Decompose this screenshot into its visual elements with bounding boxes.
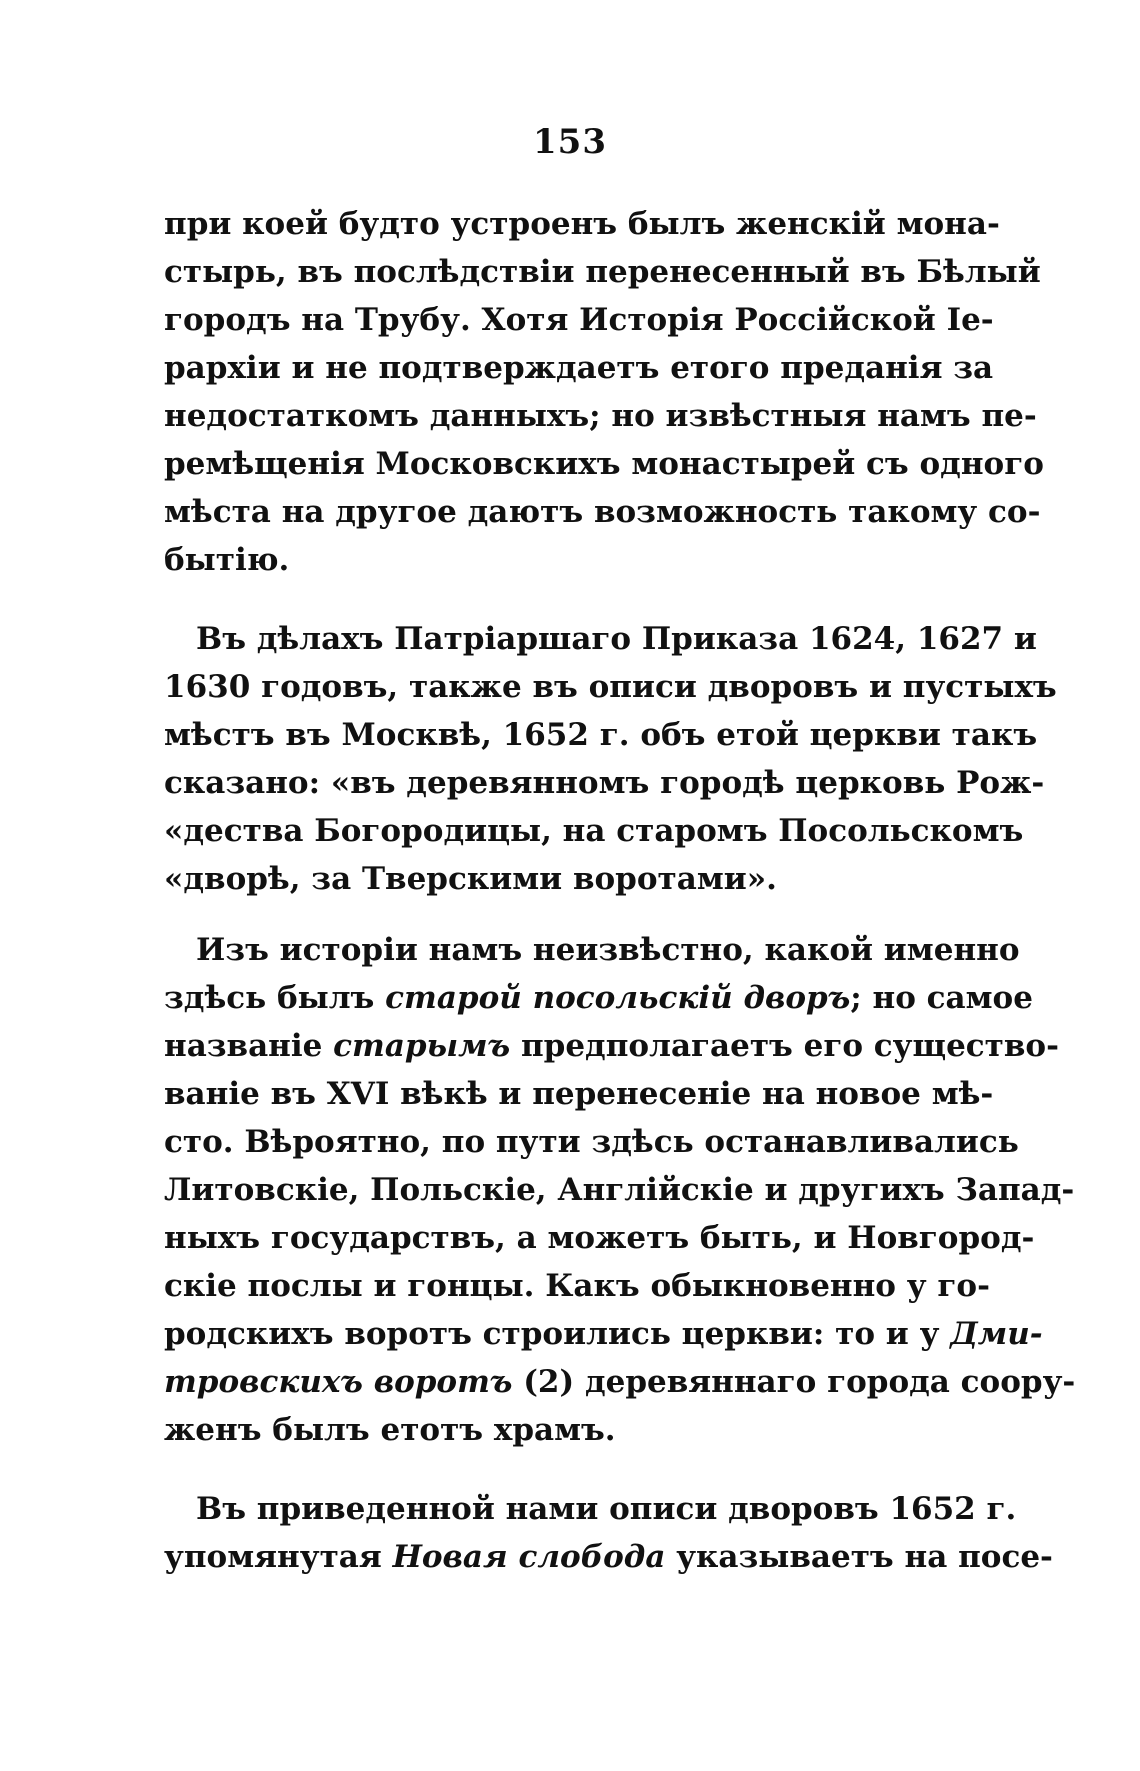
text-line: ремѣщенія Московскихъ монастырей съ одного <box>164 446 1044 482</box>
text-line: при коей будто устроенъ былъ женскій мона- <box>164 206 1000 242</box>
text-line: женъ былъ етотъ храмъ. <box>164 1412 616 1448</box>
text-line: мѣста на другое даютъ возможность такому со- <box>164 494 1041 530</box>
paragraph-3 <box>164 926 1076 1454</box>
text-line: 1630 годовъ, также въ описи дворовъ и пустыхъ <box>164 669 1057 705</box>
paragraph-4 <box>164 1485 1053 1581</box>
text-line: «дества Богородицы, на старомъ Посольскомъ <box>164 813 1024 849</box>
text-line: тровскихъ воротъ (2) деревяннаго города соору- <box>164 1364 1076 1400</box>
italic-phrase: старой посольскій дворъ <box>385 980 851 1016</box>
text-line: рархіи и не подтверждаетъ етого преданія за <box>164 350 994 386</box>
italic-phrase: Новая слобода <box>392 1539 666 1575</box>
text-line: ныхъ государствъ, а можетъ быть, и Новгород- <box>164 1220 1035 1256</box>
page-number: 153 <box>533 122 607 162</box>
text-line: городъ на Трубу. Хотя Исторія Россійской Іе- <box>164 302 994 338</box>
text-line: Въ дѣлахъ Патріаршаго Приказа 1624, 1627 и <box>196 621 1037 657</box>
paragraph-1 <box>164 200 1044 584</box>
text-line: мѣстъ въ Москвѣ, 1652 г. объ етой церкви такъ <box>164 717 1038 753</box>
text-line: здѣсь былъ старой посольскій дворъ; но самое <box>164 980 1033 1016</box>
paragraph-2 <box>164 615 1057 903</box>
text-line: упомянутая Новая слобода указываетъ на посе- <box>164 1539 1053 1575</box>
text-line: сказано: «въ деревянномъ городѣ церковь Рож- <box>164 765 1045 801</box>
text-line: Въ приведенной нами описи дворовъ 1652 г. <box>196 1491 1017 1527</box>
text-line: недостаткомъ данныхъ; но извѣстныя намъ пе- <box>164 398 1037 434</box>
text-line: скіе послы и гонцы. Какъ обыкновенно у го- <box>164 1268 990 1304</box>
text-line: бытію. <box>164 542 290 578</box>
text-line: родскихъ воротъ строились церкви: то и у Дми- <box>164 1316 1043 1352</box>
italic-phrase: тровскихъ воротъ <box>164 1364 513 1400</box>
text-line: сто. Вѣроятно, по пути здѣсь останавливались <box>164 1124 1019 1160</box>
text-line: «дворѣ, за Тверскими воротами». <box>164 861 777 897</box>
text-line: названіе старымъ предполагаетъ его существо- <box>164 1028 1059 1064</box>
italic-phrase: Дми- <box>950 1316 1043 1352</box>
text-line: ваніе въ XVI вѣкѣ и перенесеніе на новое мѣ- <box>164 1076 994 1112</box>
italic-phrase: старымъ <box>333 1028 511 1064</box>
text-line: Изъ исторіи намъ неизвѣстно, какой именно <box>196 932 1020 968</box>
text-line: Литовскіе, Польскіе, Англійскіе и другихъ Запад- <box>164 1172 1075 1208</box>
text-line: стырь, въ послѣдствіи перенесенный въ Бѣлый <box>164 254 1041 290</box>
